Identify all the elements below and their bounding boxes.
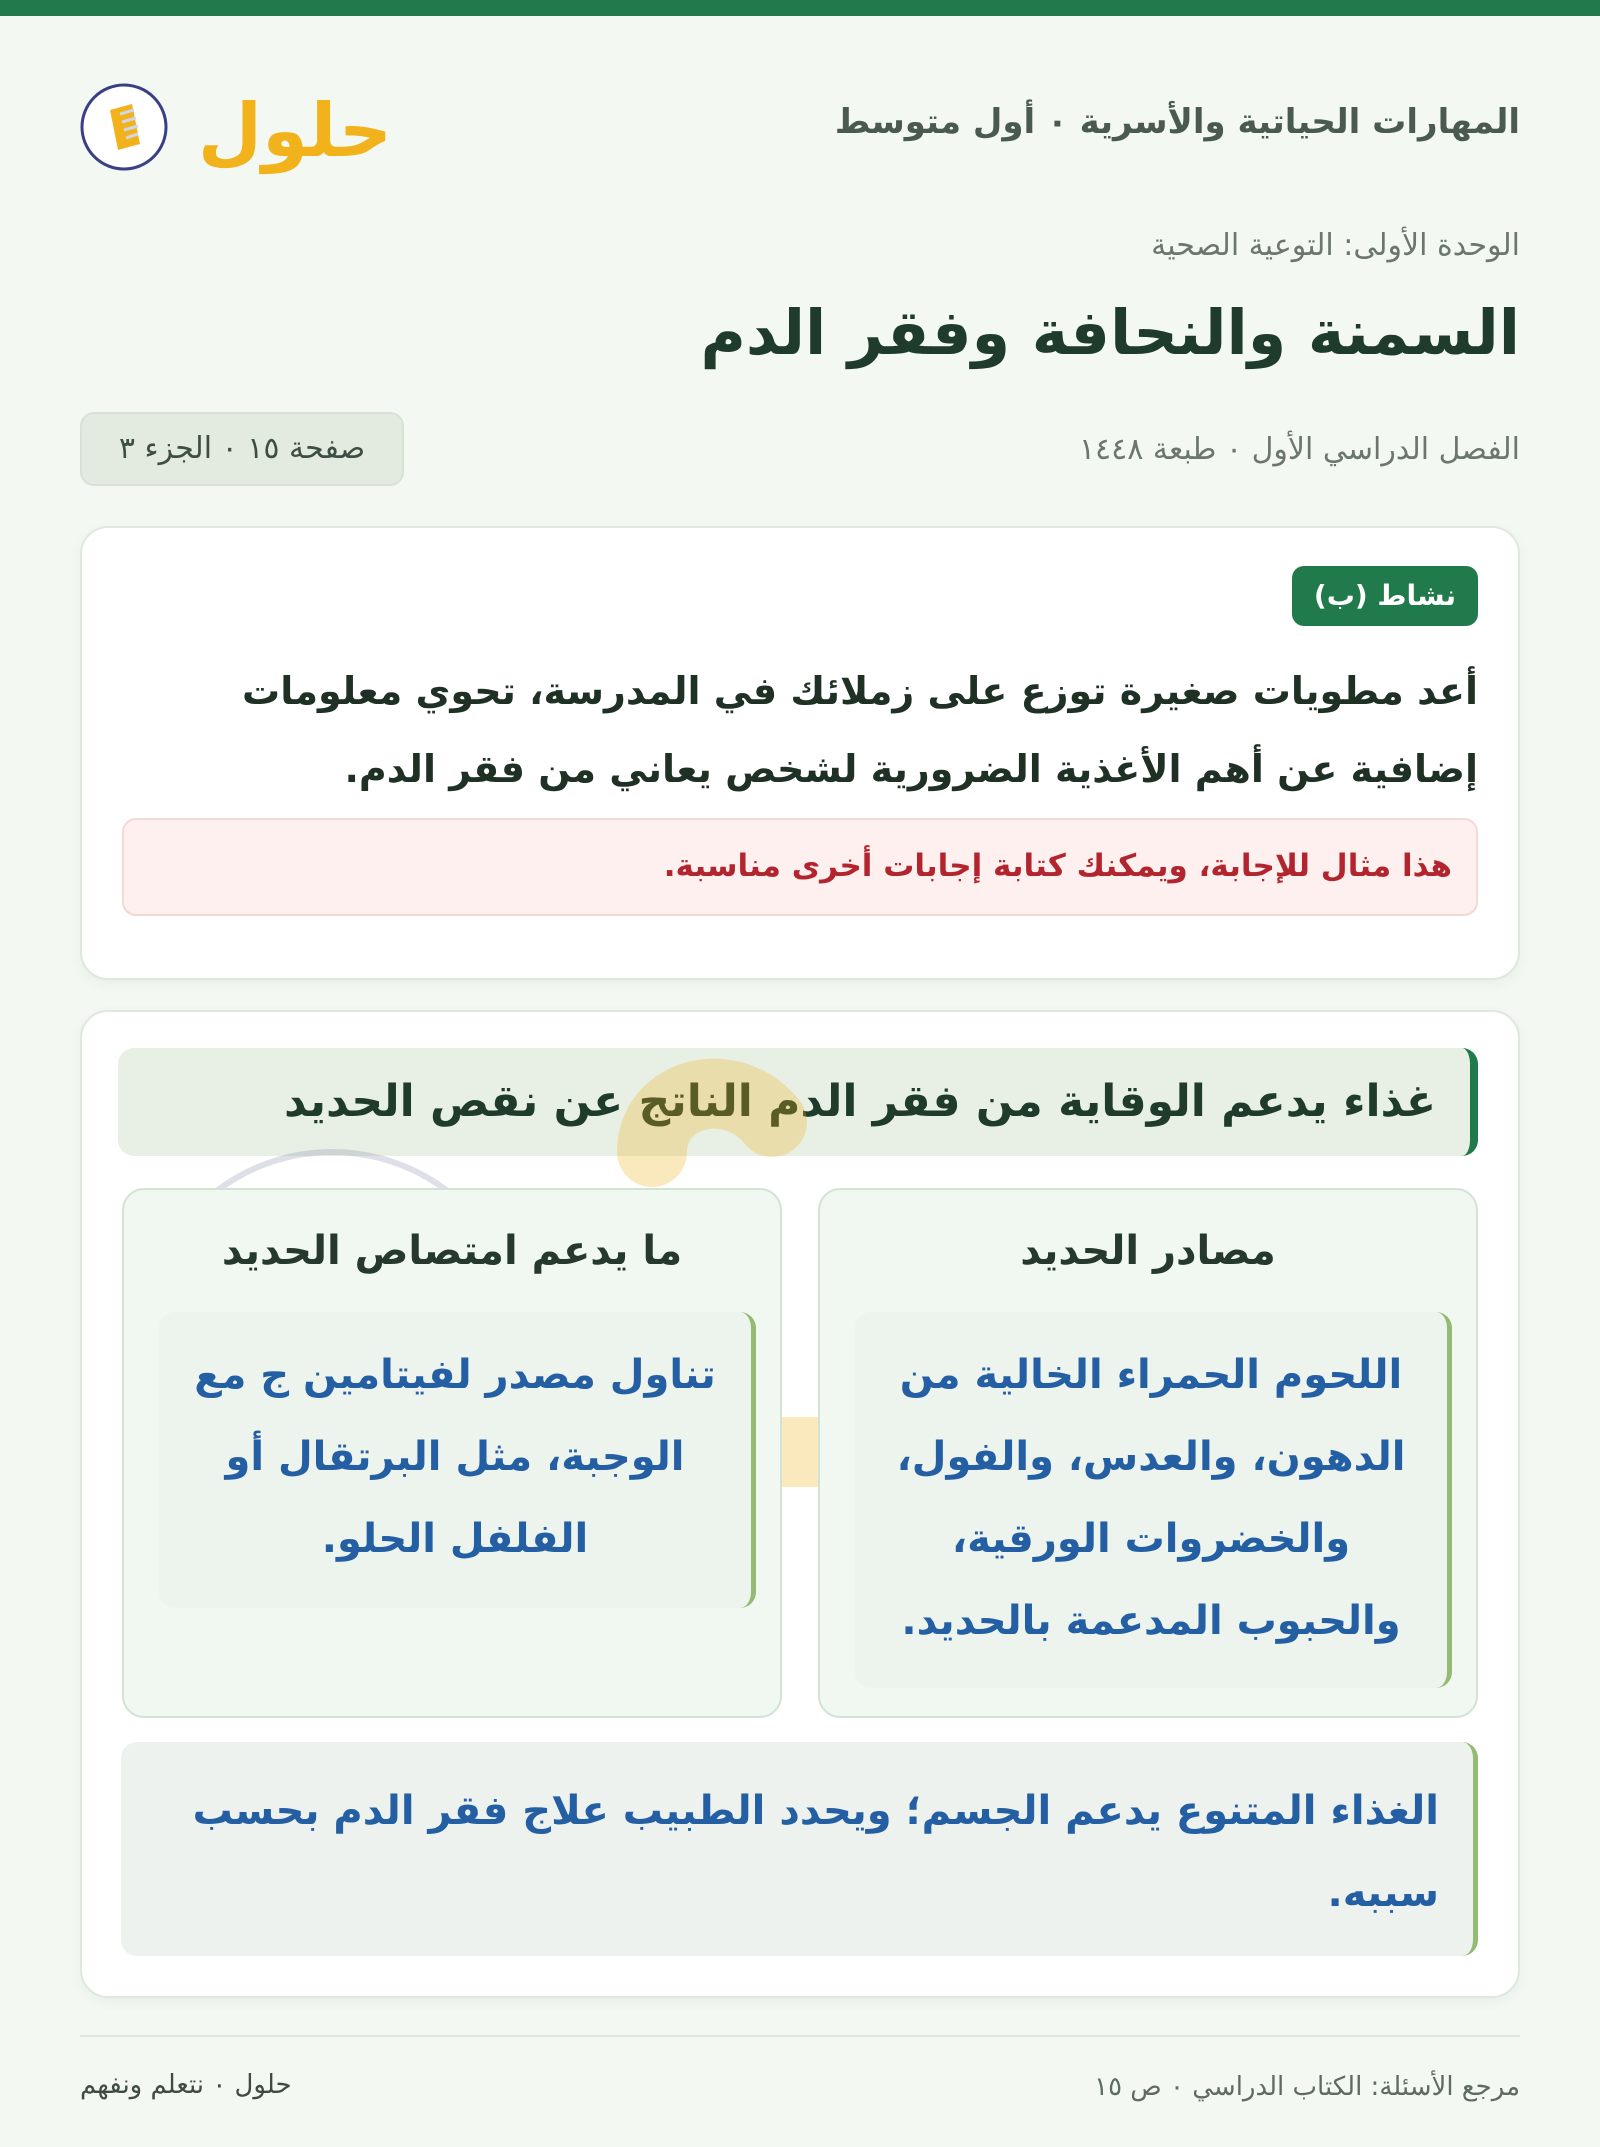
iron-sources-box [855,1312,1452,1688]
logo-book-icon [80,70,393,185]
summary-text: الغذاء المتنوع يدعم الجسم؛ ويحدد الطبيب علاج فقر الدم بحسب سببه. [192,1788,1439,1916]
question-text: أعد مطويات صغيرة توزع على زملائك في المدرسة، تحوي معلومات إضافية عن أهم الأغذية الضرورية لشخص يعاني من فقر الدم. [242,669,1478,791]
page-header [80,60,1520,190]
iron-sources-column [818,1188,1478,1718]
answer-section-title [118,1048,1478,1156]
footer-reference: مرجع الأسئلة: الكتاب الدراسي ٠ ص ١٥ [1094,2072,1520,2102]
lesson-title: السمنة والنحافة وفقر الدم [700,296,1520,369]
iron-sources-heading: مصادر الحديد [1020,1228,1276,1274]
iron-sources-text: اللحوم الحمراء الخالية من الدهون، والعدس، والفول، والخضروات الورقية، والحبوب المدعمة بالحديد. [896,1352,1406,1644]
summary-box [121,1742,1478,1956]
absorption-text: تناول مصدر لفيتامين ج مع الوجبة، مثل البرتقال أو الفلفل الحلو. [194,1352,716,1562]
unit-label: الوحدة الأولى: التوعية الصحية [1151,228,1520,263]
activity-badge: نشاط (ب) [1292,566,1478,626]
answer-note-text: هذا مثال للإجابة، ويمكنك كتابة إجابات أخرى مناسبة. [663,848,1452,884]
logo-wordmark: حلول [197,88,393,174]
absorption-column [122,1188,782,1718]
edition-meta: الفصل الدراسي الأول ٠ طبعة ١٤٤٨ [1078,432,1520,467]
top-accent-bar [0,0,1600,16]
absorption-box [159,1312,756,1608]
answer-note [122,818,1478,916]
subject-title: المهارات الحياتية والأسرية ٠ أول متوسط [834,102,1520,142]
page-info-badge: صفحة ١٥ ٠ الجزء ٣ [80,412,404,486]
section-title-text: غذاء يدعم الوقاية من فقر الدم الناتج عن نقص الحديد [284,1076,1436,1127]
footer-brand: حلول ٠ نتعلم ونفهم [80,2070,292,2100]
brand-logo[interactable] [80,70,393,185]
absorption-heading: ما يدعم امتصاص الحديد [221,1228,683,1274]
answer-card [80,1010,1520,1998]
footer-divider [80,2035,1520,2037]
question-card [80,526,1520,980]
